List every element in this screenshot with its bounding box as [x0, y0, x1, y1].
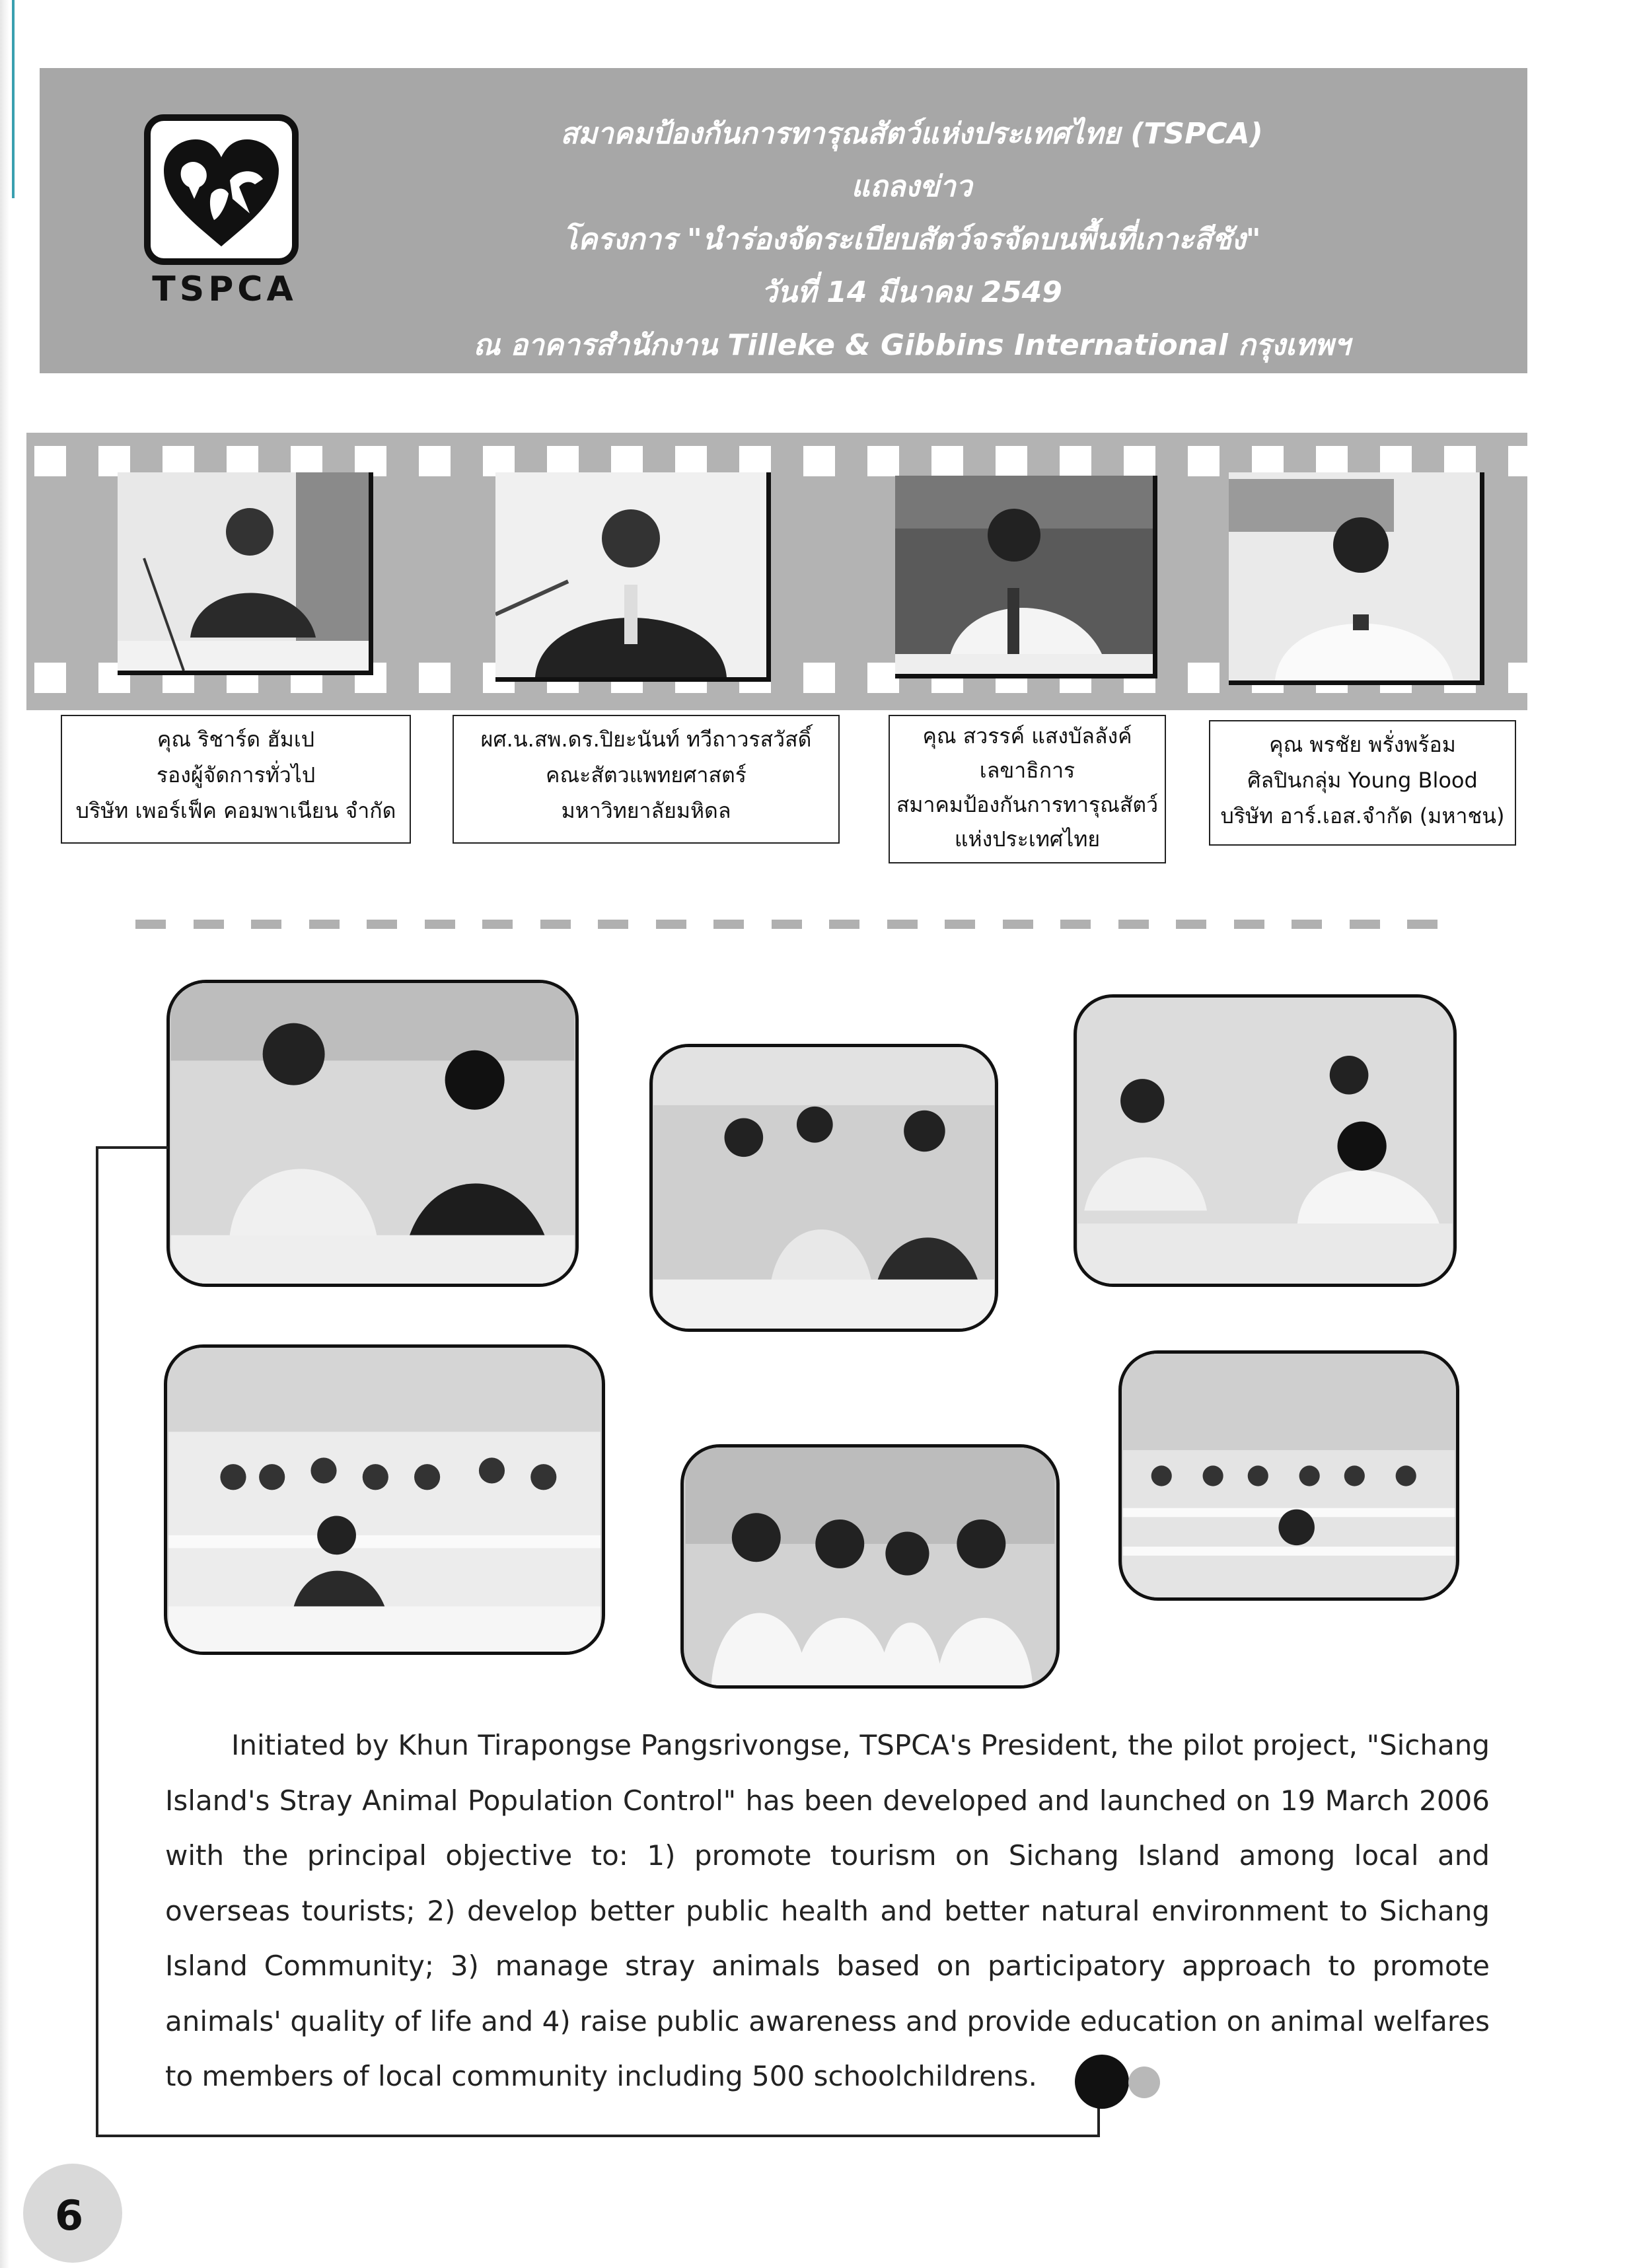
event-photo-5	[680, 1444, 1060, 1689]
decorative-dot-small	[1128, 2067, 1160, 2098]
speaker-caption-4	[1209, 720, 1516, 846]
event-photo-2	[649, 1044, 998, 1332]
film-hole	[1060, 446, 1091, 476]
event-photo-3	[1074, 994, 1457, 1287]
separator-dash	[1118, 920, 1149, 929]
bracket-line-top	[96, 1146, 168, 1149]
film-hole	[419, 446, 451, 476]
separator-dash	[367, 920, 397, 929]
speaker-4-name: คุณ พรชัย พรั่งพร้อม	[1269, 732, 1456, 757]
separator-dash	[1292, 920, 1322, 929]
film-hole	[867, 446, 899, 476]
speaker-photo-3	[895, 476, 1157, 678]
film-hole	[1124, 446, 1155, 476]
speaker-caption-3	[889, 715, 1166, 863]
speaker-photo-4	[1229, 472, 1484, 685]
body-paragraph: Initiated by Khun Tirapongse Pangsrivongse, TSPCA's President, the pilot project, "Sichang Island's Stray Animal Population Control" has been developed and launched on 19 March 2006 with the principal objective to: 1) promote tourism on Sichang Island among local and overseas tourists; 2) develop better public health and better natural environment to Sichang Island Community; 3) manage stray animals based on participatory approach to promote animals' quality of life and 4) raise public awareness and provide education on animal welfares to members of local community including 500 schoolchildrens.	[165, 1729, 1490, 2092]
speaker-4-title: ศิลปินกลุ่ม Young Blood	[1247, 768, 1478, 793]
header-line-venue: ณ อาคารสำนักงาน Tilleke & Gibbins International กรุงเทพฯ	[473, 328, 1350, 362]
tspca-logo	[144, 114, 299, 265]
speaker-1-title: รองผู้จัดการทั่วไป	[156, 762, 316, 787]
logo-label: TSPCA	[152, 270, 297, 309]
event-photo-1	[166, 980, 579, 1287]
speaker-caption-2	[453, 715, 840, 844]
separator-dash	[1176, 920, 1206, 929]
header-line-org: สมาคมป้องกันการทารุณสัตว์แห่งประเทศไทย (TSPCA)	[560, 117, 1263, 151]
separator-dash	[309, 920, 340, 929]
film-hole	[803, 663, 835, 693]
separator-dash	[1350, 920, 1380, 929]
speaker-3-org: สมาคมป้องกันการทารุณสัตว์	[896, 792, 1159, 817]
separator-dash	[772, 920, 802, 929]
speaker-3-title: เลขาธิการ	[979, 758, 1075, 783]
header-line-project: โครงการ "นำร่องจัดระเบียบสัตว์จรจัดบนพื้นที่เกาะสีชัง"	[562, 223, 1261, 256]
separator-dash	[598, 920, 628, 929]
header-banner	[40, 68, 1527, 373]
page-edge-line	[12, 0, 15, 198]
heart-animal-logo-icon	[151, 121, 292, 258]
separator-dash	[887, 920, 918, 929]
header-line-date: วันที่ 14 มีนาคม 2549	[761, 275, 1062, 309]
bracket-line-bottom	[96, 2135, 1100, 2137]
separator-dash	[540, 920, 571, 929]
separator-dash	[135, 920, 166, 929]
separator-dash	[945, 920, 975, 929]
film-hole	[931, 446, 963, 476]
speaker-photo-1	[118, 472, 373, 675]
speaker-caption-1	[61, 715, 411, 844]
separator-dash	[194, 920, 224, 929]
page-number: 6	[55, 2191, 84, 2240]
speaker-film-strip	[26, 433, 1527, 710]
separator-dash	[482, 920, 513, 929]
bracket-line-vertical	[96, 1146, 98, 2137]
speaker-4-org: บริษัท อาร์.เอส.จำกัด (มหาชน)	[1220, 803, 1505, 828]
speaker-3-name: คุณ สวรรค์ แสงบัลลังค์	[922, 723, 1132, 749]
film-hole	[996, 446, 1027, 476]
header-line-type: แถลงข่าว	[851, 170, 972, 203]
speaker-2-name: ผศ.น.สพ.ดร.ปิยะนันท์ ทวีถาวรสวัสดิ์	[480, 727, 812, 752]
decorative-dot-large	[1075, 2055, 1129, 2109]
page-number-badge	[23, 2164, 122, 2263]
separator-dash	[1060, 920, 1091, 929]
film-holes-top	[26, 446, 1527, 471]
speaker-2-faculty: คณะสัตวแพทยศาสตร์	[546, 762, 747, 787]
separator-dash	[251, 920, 281, 929]
separator-dash	[829, 920, 859, 929]
film-hole	[34, 663, 66, 693]
separator-dash	[1003, 920, 1033, 929]
dashed-separator	[135, 920, 1440, 930]
film-hole	[34, 446, 66, 476]
page-edge-shadow	[0, 0, 9, 2268]
speaker-1-org: บริษัท เพอร์เฟ็ค คอมพาเนียน จำกัด	[75, 798, 396, 823]
header-title-block	[317, 108, 1506, 372]
separator-dash	[1407, 920, 1438, 929]
film-hole	[867, 663, 899, 693]
speaker-1-name: คุณ ริชาร์ด ฮัมเป	[157, 727, 315, 752]
film-hole	[1188, 446, 1220, 476]
film-hole	[1508, 663, 1540, 693]
film-hole	[419, 663, 451, 693]
speaker-3-org-cont: แห่งประเทศไทย	[954, 826, 1101, 852]
film-hole	[803, 446, 835, 476]
speaker-photo-2	[495, 472, 771, 682]
separator-dash	[1234, 920, 1264, 929]
film-hole	[1188, 663, 1220, 693]
film-hole	[1508, 446, 1540, 476]
event-photo-4	[164, 1344, 605, 1655]
speaker-2-university: มหาวิทยาลัยมหิดล	[561, 798, 731, 823]
separator-dash	[656, 920, 686, 929]
separator-dash	[713, 920, 744, 929]
separator-dash	[425, 920, 455, 929]
event-photo-6	[1118, 1350, 1459, 1601]
